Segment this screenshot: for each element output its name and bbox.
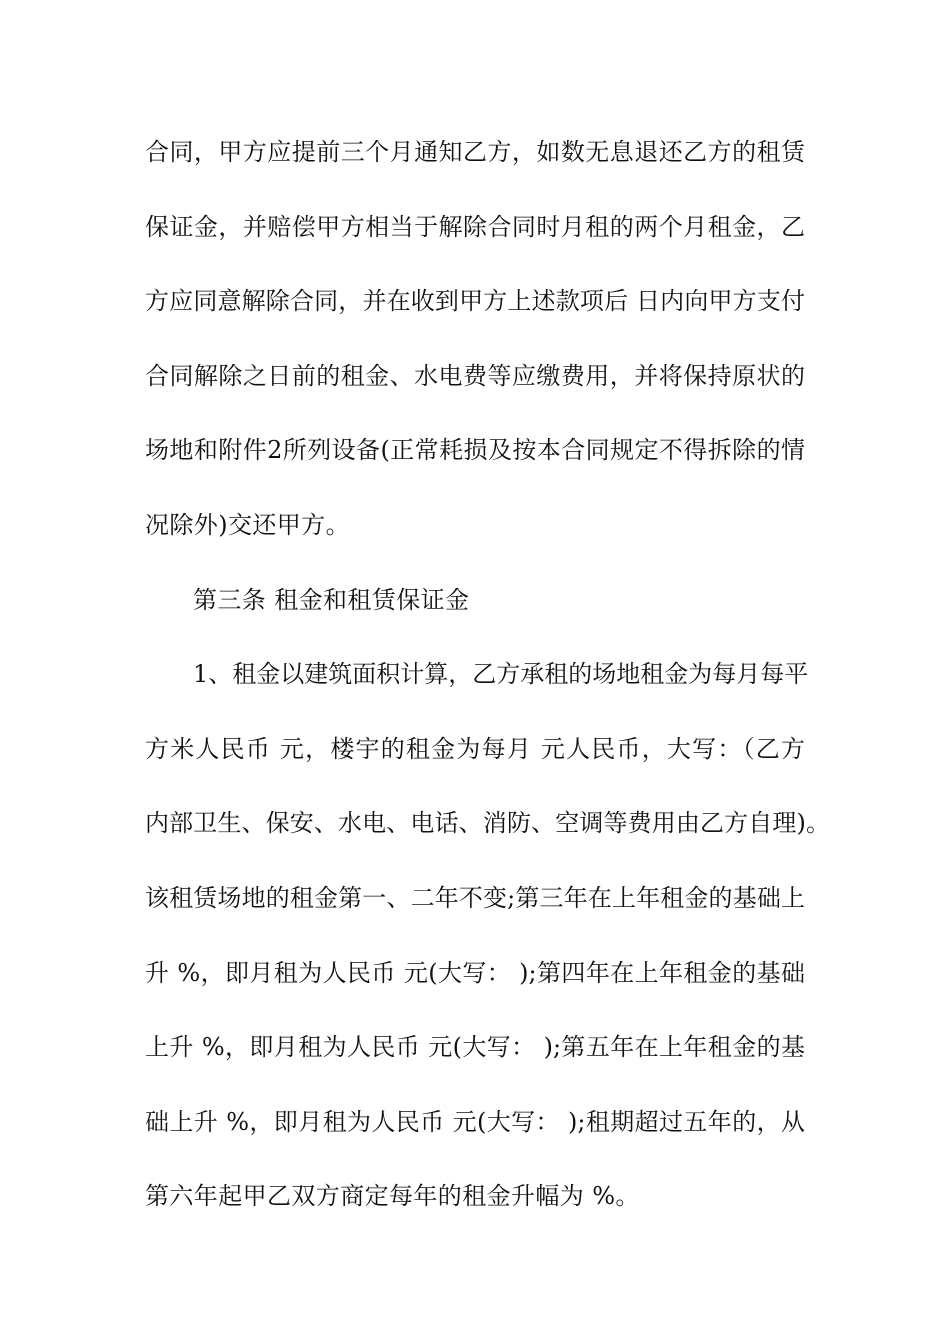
text-line: 内部卫生、保安、水电、电话、消防、空调等费用由乙方自理)。	[145, 809, 830, 838]
text-line: 第六年起甲乙双方商定每年的租金升幅为 %。	[145, 1182, 640, 1211]
text-line: 上升 %，即月租为人民币 元(大写： );第五年在上年租金的基	[145, 1033, 805, 1062]
text-line: 况除外)交还甲方。	[145, 510, 350, 539]
text-line: 方米人民币 元，楼宇的租金为每月 元人民币，大写：（乙方	[145, 734, 805, 763]
text-line: 该租赁场地的租金第一、二年不变;第三年在上年租金的基础上	[145, 883, 805, 912]
document-body	[145, 115, 830, 1234]
text-line: 方应同意解除合同，并在收到甲方上述款项后 日内向甲方支付	[145, 287, 805, 316]
section-heading: 第三条 租金和租赁保证金	[193, 585, 470, 614]
text-line: 础上升 %，即月租为人民币 元(大写： );租期超过五年的，从	[145, 1107, 805, 1136]
text-line: 保证金，并赔偿甲方相当于解除合同时月租的两个月租金，乙	[145, 212, 805, 241]
text-line: 1、租金以建筑面积计算，乙方承租的场地租金为每月每平	[193, 660, 809, 689]
text-line: 场地和附件2所列设备(正常耗损及按本合同规定不得拆除的情	[145, 436, 805, 465]
text-line: 合同解除之日前的租金、水电费等应缴费用，并将保持原状的	[145, 361, 805, 390]
text-line: 升 %，即月租为人民币 元(大写： );第四年在上年租金的基础	[145, 958, 805, 987]
text-line: 合同，甲方应提前三个月通知乙方，如数无息退还乙方的租赁	[145, 138, 805, 166]
